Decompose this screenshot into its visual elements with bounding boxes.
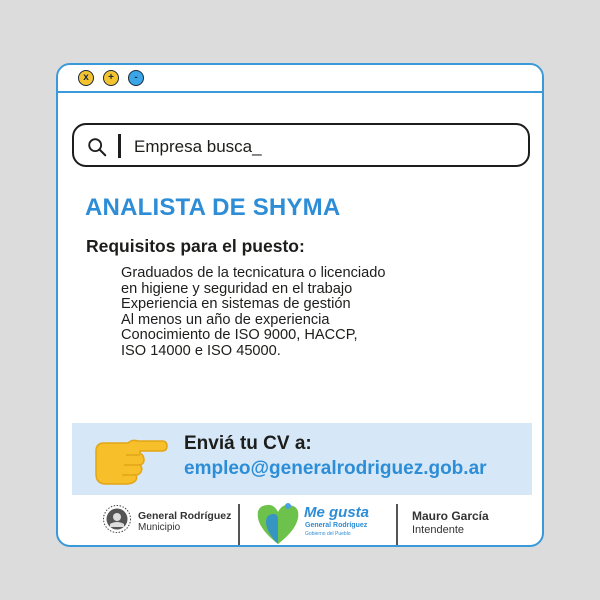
pointing-hand-icon [92, 433, 168, 485]
footer-logos [58, 500, 542, 547]
browser-window [56, 63, 544, 547]
minimize-window-button[interactable]: - [128, 70, 144, 86]
campaign-tagline: Gobierno del Pueblo [305, 531, 351, 537]
footer-divider [396, 504, 398, 546]
footer-divider [238, 504, 240, 546]
requirement-line: ISO 14000 e ISO 45000. [121, 342, 281, 359]
heart-logo-icon [254, 500, 302, 546]
requirement-line: Experiencia en sistemas de gestión [121, 296, 351, 313]
municipality-name: General Rodríguez [138, 510, 232, 522]
search-input-text[interactable]: Empresa busca_ [134, 137, 262, 156]
mayor-name: Mauro García [412, 509, 489, 523]
search-bar[interactable] [72, 123, 530, 167]
send-cv-banner [72, 423, 532, 495]
window-titlebar [58, 65, 542, 93]
send-cv-label: Enviá tu CV a: [184, 433, 312, 454]
mayor-role: Intendente [412, 524, 464, 536]
text-cursor [118, 134, 121, 158]
search-icon [86, 136, 108, 158]
municipality-subtitle: Municipio [138, 522, 181, 533]
job-title: ANALISTA DE SHYMA [85, 194, 341, 221]
campaign-title: Me gusta [304, 504, 370, 521]
contact-email-link[interactable]: empleo@generalrodriguez.gob.ar [184, 458, 487, 479]
municipality-seal-icon [102, 504, 132, 534]
requirement-line: en higiene y seguridad en el trabajo [121, 280, 353, 297]
maximize-window-button[interactable]: + [103, 70, 119, 86]
requirement-line: Graduados de la tecnicatura o licenciado [121, 265, 386, 281]
requirements-heading: Requisitos para el puesto: [86, 236, 305, 256]
campaign-subtitle: General Rodríguez [305, 522, 368, 529]
requirement-line: Conocimiento de ISO 9000, HACCP, [121, 327, 358, 344]
requirement-line: Al menos un año de experiencia [121, 311, 330, 328]
requirements-list [121, 266, 501, 360]
close-window-button[interactable]: x [78, 70, 94, 86]
